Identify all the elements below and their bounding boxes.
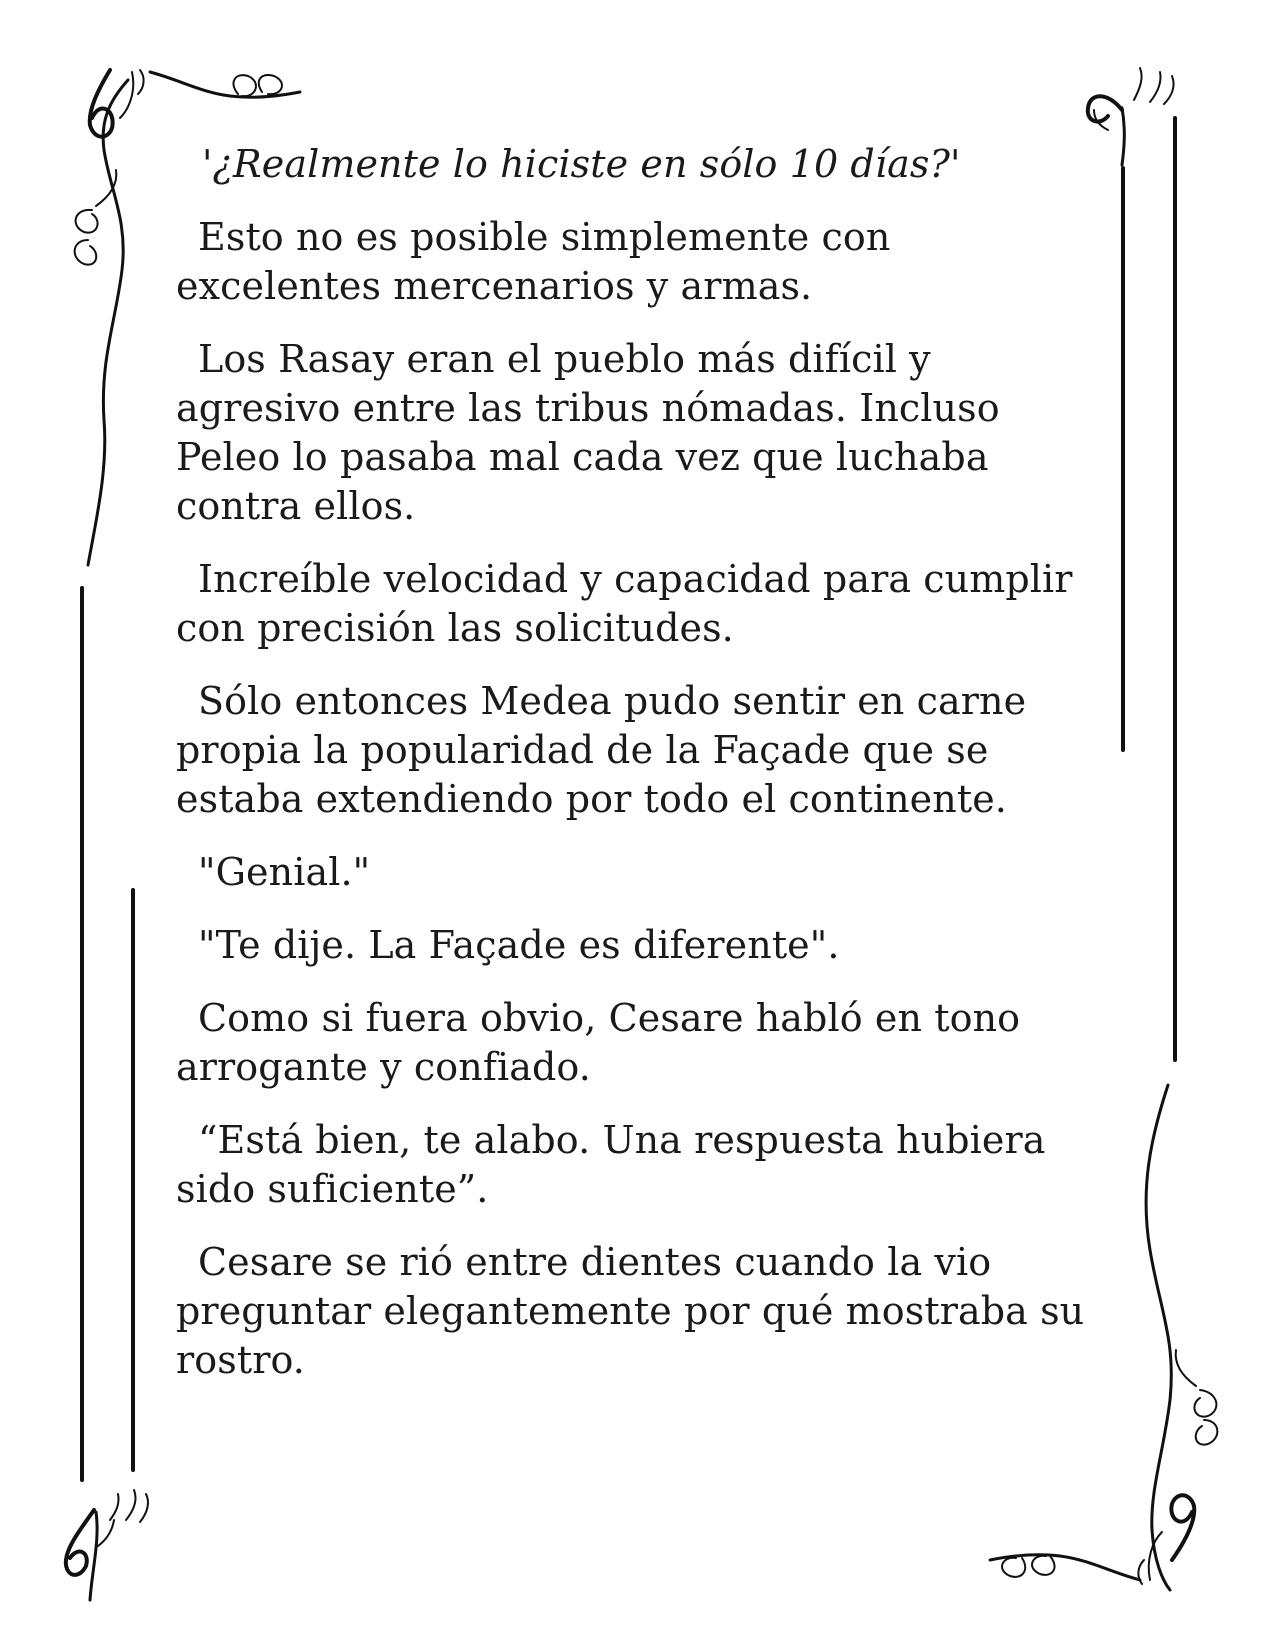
paragraph: Increíble velocidad y capacidad para cumplir con precisión las solicitudes. — [176, 557, 1073, 650]
italic-thought-paragraph: '¿Realmente lo hiciste en sólo 10 días?' — [202, 142, 961, 186]
bottom-left-flourish-icon — [66, 1490, 148, 1600]
dialogue-paragraph: “Está bien, te alabo. Una respuesta hubiera sido suficiente”. — [176, 1118, 1046, 1211]
top-right-flourish-icon — [1088, 68, 1174, 165]
paragraph: Los Rasay eran el pueblo más difícil y agresivo entre las tribus nómadas. Incluso Peleo lo pasaba mal cada vez que luchaba contra ellos. — [176, 337, 1000, 528]
paragraph: Cesare se rió entre dientes cuando la vio preguntar elegantemente por qué mostraba su rostro. — [176, 1240, 1085, 1382]
paragraph: Sólo entonces Medea pudo sentir en carne propia la popularidad de la Façade que se estaba extendiendo por todo el continente. — [176, 679, 1027, 821]
chapter-text — [176, 140, 1086, 1409]
paragraph: Esto no es posible simplemente con excelentes mercenarios y armas. — [176, 215, 891, 308]
dialogue-paragraph: "Genial." — [198, 850, 371, 894]
paragraph: Como si fuera obvio, Cesare habló en tono arrogante y confiado. — [176, 996, 1021, 1089]
dialogue-paragraph: "Te dije. La Façade es diferente". — [198, 923, 840, 967]
